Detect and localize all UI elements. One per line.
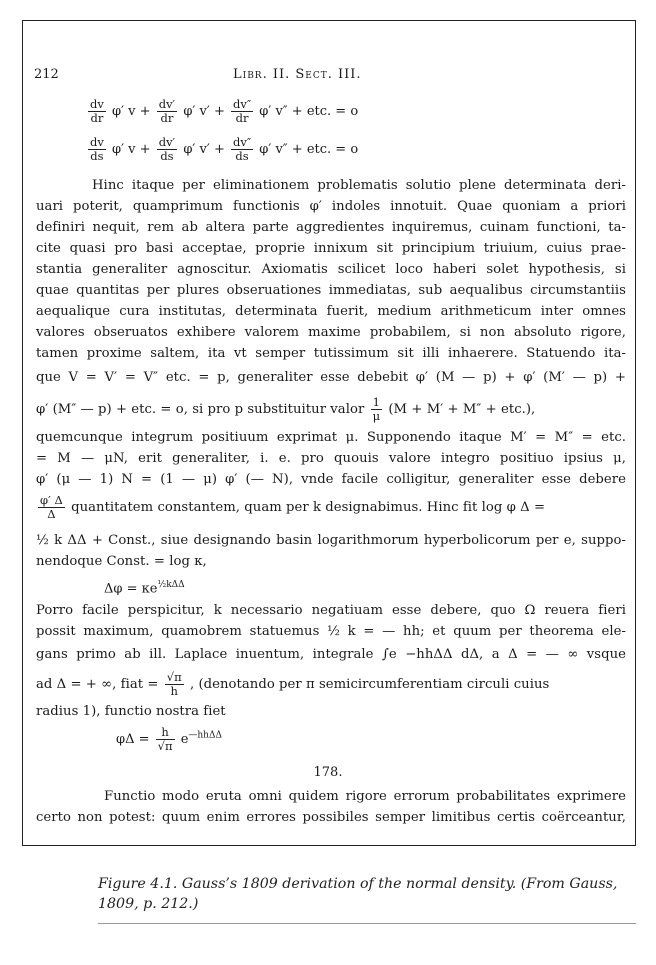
text-line-with-fraction: $\frac{\varphi' \Delta}{\Delta}$ quantitatem constantem, quam per k designabimus. Hinc fit log φ Δ = <box>40 493 546 521</box>
figure-caption: Figure 4.1. Gauss’s 1809 derivation of the normal density. (From Gauss, 1809, p. 212.) <box>98 876 618 912</box>
text-line: radius 1), functio nostra fiet <box>36 704 226 719</box>
fraction: $\frac{√\pi}{h}$ <box>166 670 182 698</box>
text-line: nendoque Const. = log κ, <box>36 554 207 569</box>
text-line: aequalique cura institutas, determinata fuerit, medium arithmeticum inter omnes <box>36 304 626 319</box>
fraction: $\frac{dv'}{ds}$ <box>158 135 176 163</box>
fraction: $\frac{\varphi' \Delta}{\Delta}$ <box>40 493 63 521</box>
text-line: quemcunque integrum positiuum exprimat μ. Supponendo itaque M′ = M″ = etc. <box>36 430 626 445</box>
text-line: gans primo ab ill. Laplace inuentum, integrale ∫e −hhΔΔ dΔ, a Δ = — ∞ vsque <box>36 647 626 662</box>
text-line: tamen proxime saltem, ita vt semper tutissimum sit illi inhaerere. Statuendo ita- <box>36 346 626 361</box>
equation-1: $\frac{dv}{dr}$ φ′ v + $\frac{dv'}{dr}$ φ′ v′ + $\frac{dv''}{dr}$ φ′ v″ + etc. = o <box>90 97 359 125</box>
page-number: 212 <box>34 67 59 82</box>
fraction: $\frac{h}{√\pi}$ <box>157 725 173 753</box>
text-line: stantia generaliter agnoscitur. Axiomatis scilicet loco haberi solet hypothesis, si <box>36 262 626 277</box>
text-line: possit maximum, quamobrem statuemus ½ k = — hh; et quum per theorema ele- <box>36 624 626 639</box>
equation-2: $\frac{dv}{ds}$ φ′ v + $\frac{dv'}{ds}$ φ′ v′ + $\frac{dv''}{ds}$ φ′ v″ + etc. = o <box>90 135 359 163</box>
section-number: 178. <box>313 765 343 780</box>
equation-3: $\Delta\varphi = \kappa e^{\frac{1}{2}k\Delta\Delta}$ <box>104 580 185 597</box>
text-line: ½ k ΔΔ + Const., siue designando basin logarithmorum hyperbolicorum per e, suppo- <box>36 533 626 548</box>
text-line: definiri nequit, rem ab altera parte aggredientes inquiremus, cuinam functioni, ta- <box>36 220 626 235</box>
text-line-with-fraction: ad Δ = + ∞, fiat = $\frac{√\pi}{h}$ , (denotando per π semicircumferentiam circuli cuius <box>36 670 550 698</box>
text-line: valores obseruatos exhibere valorem maxime probabilem, si non absoluto rigore, <box>36 325 626 340</box>
fraction: $\frac{dv''}{dr}$ <box>232 97 252 125</box>
text-line: cite quasi pro basi acceptae, proprie innixum sit principium triuium, cuius prae- <box>36 241 626 256</box>
text-line: certo non potest: quum enim errores possibiles semper limitibus certis coërceantur, <box>36 810 626 825</box>
text-line: quae quantitas per plures obseruationes immediatas, sub aequalibus circumstantiis <box>36 283 626 298</box>
text-line: = M — μN, erit generaliter, i. e. pro quouis valore integro positiuo ipsius μ, <box>36 451 626 466</box>
running-head: Libr. II. Sect. III. <box>233 67 362 82</box>
fraction: $\frac{dv'}{dr}$ <box>158 97 176 125</box>
text-line-with-fraction: φ′ (M″ — p) + etc. = o, si pro p substituitur valor $\frac{1}{\mu}$ (M + M′ + M″ + etc.), <box>36 395 536 423</box>
fraction: $\frac{dv''}{ds}$ <box>232 135 252 163</box>
text-line: Functio modo eruta omni quidem rigore errorum probabilitates exprimere <box>104 789 626 804</box>
caption-rule <box>98 923 636 924</box>
equation-4: φΔ = $\frac{h}{√\pi}$ $e^{—hh\Delta\Delta}$ <box>116 725 222 753</box>
fraction: $\frac{dv}{dr}$ <box>90 97 104 125</box>
text-line: Porro facile perspicitur, k necessario negatiuam esse debere, quo Ω reuera fieri <box>36 603 626 618</box>
text-line: uari poterit, quamprimum functionis φ′ indoles innotuit. Quae quoniam a priori <box>36 199 626 214</box>
text-line: φ′ (μ — 1) N = (1 — μ) φ′ (— N), vnde facile colligitur, generaliter esse debere <box>36 472 626 487</box>
text-line: que V = V′ = V″ etc. = p, generaliter esse debebit φ′ (M — p) + φ′ (M′ — p) + <box>36 370 626 385</box>
fraction: $\frac{dv}{ds}$ <box>90 135 104 163</box>
text-line: Hinc itaque per eliminationem problematis solutio plene determinata deri- <box>92 178 626 193</box>
fraction: $\frac{1}{\mu}$ <box>372 395 381 423</box>
